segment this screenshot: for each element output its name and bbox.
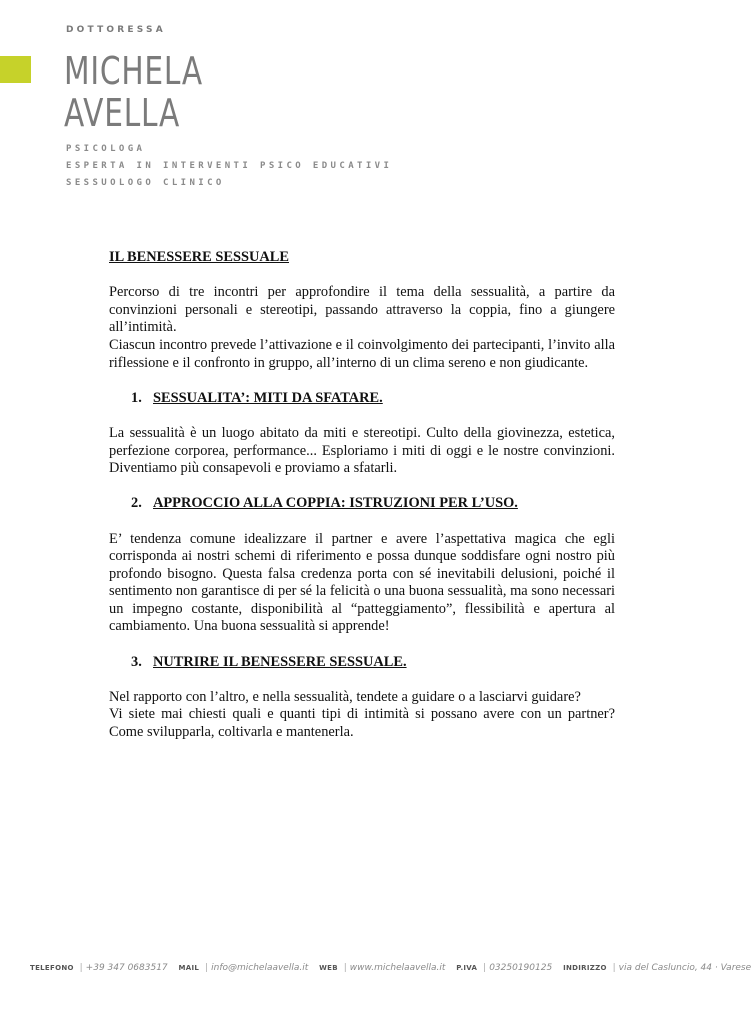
vat-value: 03250190125 [489,963,553,973]
section-title: NUTRIRE IL BENESSERE SESSUALE. [153,653,407,670]
section-heading [131,390,615,408]
section-number: 1. [131,389,142,406]
profession: PSICOLOGA [66,144,146,154]
section-number: 3. [131,653,142,670]
specialization: ESPERTA IN INTERVENTI PSICO EDUCATIVI [66,161,393,171]
section-heading [131,495,615,513]
intro-paragraph: Ciascun incontro prevede l’attivazione e il coinvolgimento dei partecipanti, l’invito alla riflessione e il confronto in gruppo, all’interno di un clima sereno e non giudicante. [109,336,615,371]
phone-value: +39 347 0683517 [85,963,168,973]
section-number: 2. [131,495,142,512]
mail-label: MAIL [178,964,200,972]
web-link[interactable]: www.michelaavella.it [349,963,446,973]
name-last: AVELLA [64,91,181,135]
section-heading [131,654,615,672]
section-paragraph: La sessualità è un luogo abitato da miti e stereotipi. Culto della giovinezza, estetica, perfezione corporea, performance... Esploriamo i miti di oggi e le nostre convinzioni. Diventiamo più consapevoli e proviamo a sfatarli. [109,424,615,477]
section-title: SESSUALITA’: MITI DA SFATARE. [153,389,383,406]
document-title: IL BENESSERE SESSUALE [109,249,289,265]
web-label: WEB [319,964,338,972]
contact-footer: TELEFONO | +39 347 0683517 MAIL | info@michelaavella.it WEB | www.michelaavella.it P.IVA | 03250190125 INDIRIZZO | via del Casluncio, 44 · Varese [30,963,751,973]
section-title: APPROCCIO ALLA COPPIA: ISTRUZIONI PER L’USO. [153,495,518,512]
phone-label: TELEFONO [30,964,74,972]
intro-paragraph: Percorso di tre incontri per approfondire il tema della sessualità, a partire da convinzioni personali e stereotipi, passando attraverso la coppia, fino a giungere all’intimità. [109,284,615,336]
address-value: via del Casluncio, 44 · Varese [618,963,751,973]
address-label: INDIRIZZO [563,964,607,972]
document-body [109,249,615,742]
section-paragraph: Nel rapporto con l’altro, e nella sessualità, tendete a guidare o a lasciarvi guidare? [109,688,581,705]
section-paragraph: E’ tendenza comune idealizzare il partner e avere l’aspettativa magica che egli corrisponda ai nostri schemi di riferimento e possa dunque soddisfare ogni nostro più profondo bisogno. Questa falsa credenza porta con sé inevitabili delusioni, poiché il sentimento non garantisce di per sé la felicità o una buona sessualità, ma sono necessari un impegno costante, disponibilità al “patteggiamento”, flessibilità e apertura al cambiamento. Una buona sessualità si apprende! [109,530,615,635]
section-paragraph: Vi siete mai chiesti quali e quanti tipi di intimità si possano avere con un partner? Come svilupparla, coltivarla e mantenerla. [109,706,615,741]
title-prefix: DOTTORESSA [66,25,166,35]
accent-bar [0,56,31,83]
mail-link[interactable]: info@michelaavella.it [211,963,309,973]
letterhead [0,0,724,200]
vat-label: P.IVA [456,964,478,972]
name-first: MICHELA [64,49,203,93]
qualification: SESSUOLOGO CLINICO [66,178,225,188]
